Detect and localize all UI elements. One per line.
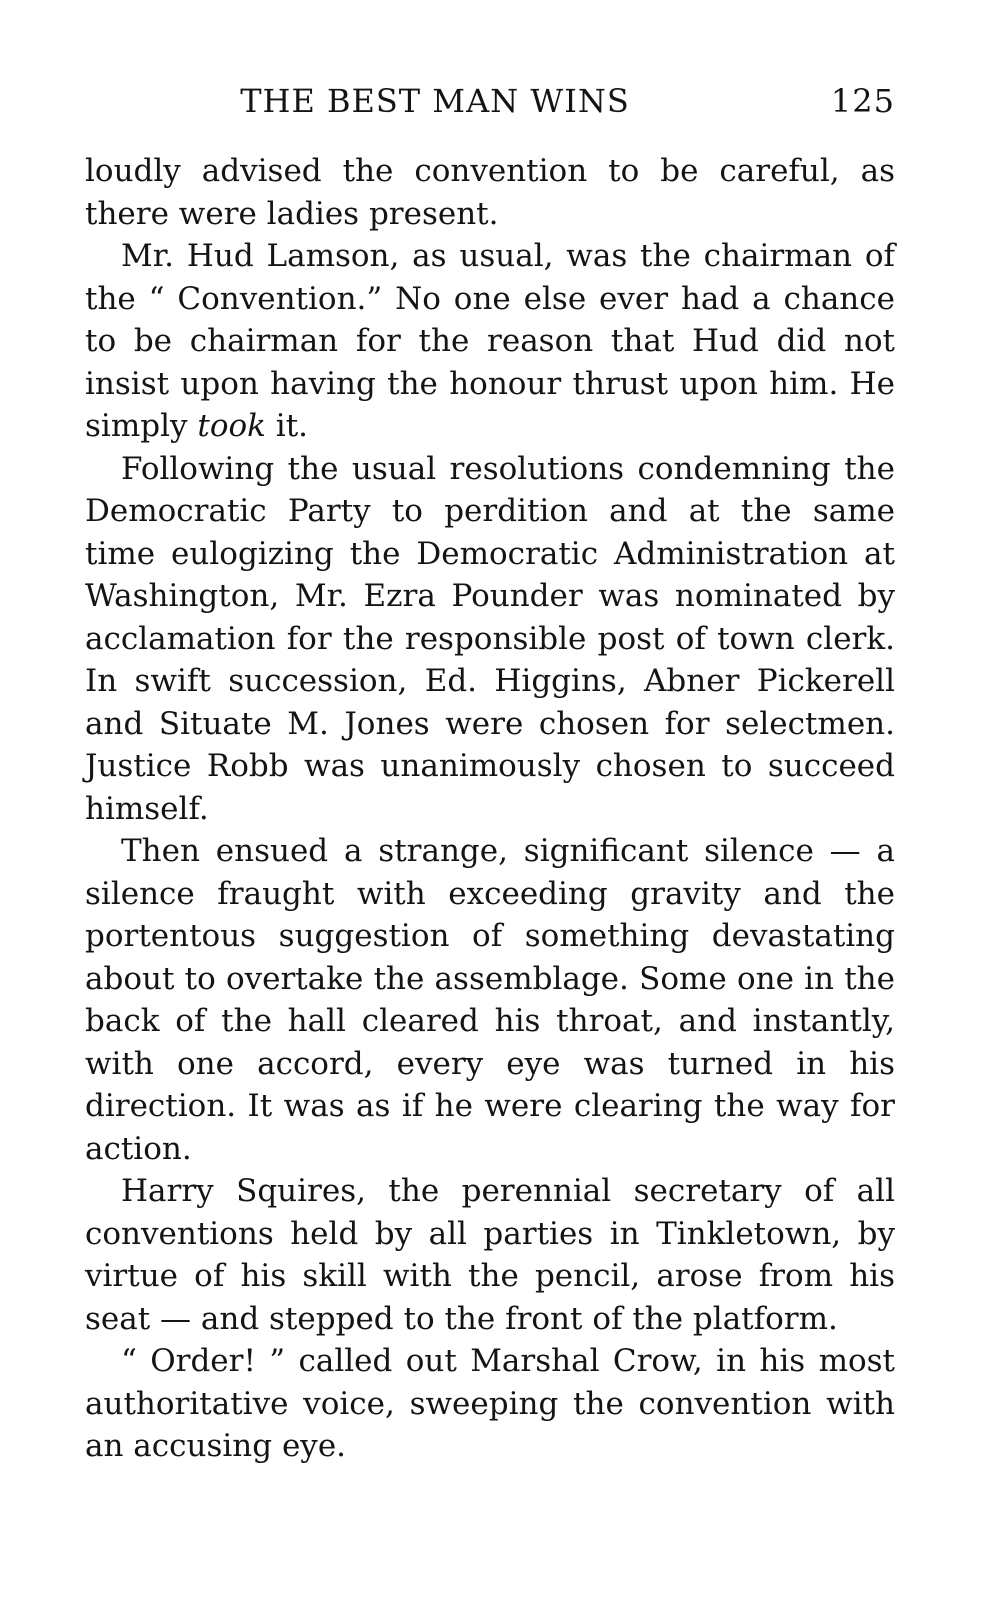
paragraph [85,448,895,831]
paragraph-text: Mr. Hud Lamson, as usual, was the chairman of the “ Convention.” No one else ever had a chance to be chairman for the reason that Hud did not insist upon having the honour thrust upon him. He simply [85,238,895,444]
page-number: 125 [830,82,895,120]
paragraph-text: loudly advised the convention to be careful, as there were ladies present. [85,153,895,232]
paragraph [85,150,895,235]
page-header [85,78,895,128]
book-page [85,78,895,1468]
paragraph-text: Following the usual resolutions condemning the Democratic Party to perdition and at the same time eulogizing the Democratic Administration at Washington, Mr. Ezra Pounder was nominated by acclamation for the responsible post of town clerk. In swift succession, Ed. Higgins, Abner Pickerell and Situate M. Jones were chosen for selectmen. Justice Robb was unanimously chosen to succeed himself. [85,450,895,827]
running-head: THE BEST MAN WINS [240,82,630,120]
paragraph-text-end: it. [265,408,309,444]
paragraph-text: Then ensued a strange, significant silence — a silence fraught with exceeding gravity and the portentous suggestion of something devastating about to overtake the assemblage. Some one in the back of the hall cleared his throat, and instantly, with one accord, every eye was turned in his direction. It was as if he were clearing the way for action. [85,833,895,1167]
paragraph [85,1170,895,1340]
italic-emphasis: took [197,408,266,444]
paragraph [85,1340,895,1468]
paragraph-text: Harry Squires, the perennial secretary of all conventions held by all parties in Tinkletown, by virtue of his skill with the pencil, arose from his seat — and stepped to the front of the platform. [85,1173,895,1337]
body-text [85,150,895,1468]
paragraph-text: “ Order! ” called out Marshal Crow, in his most authoritative voice, sweeping the convention with an accusing eye. [85,1343,895,1464]
paragraph [85,235,895,448]
paragraph [85,830,895,1170]
